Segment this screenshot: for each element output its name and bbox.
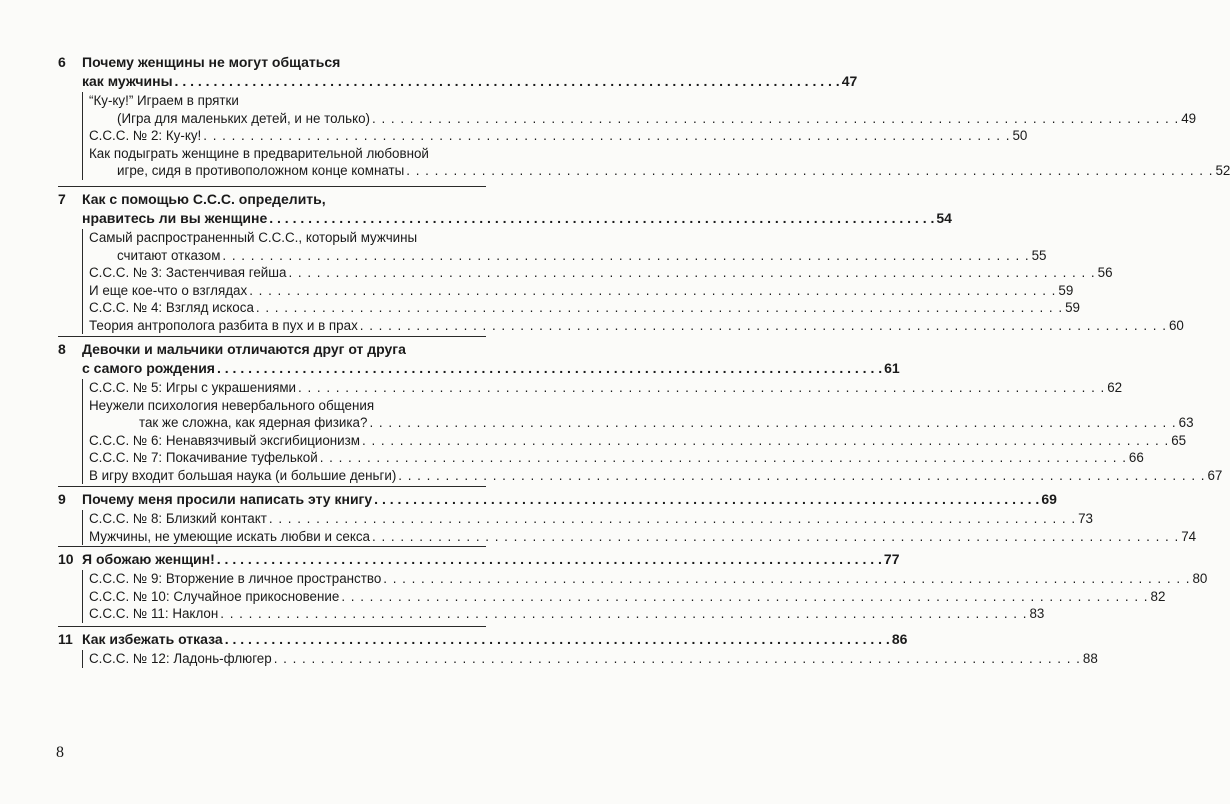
chapter-title-line: Почему женщины не могут общаться	[82, 54, 341, 70]
chapter-heading	[58, 490, 1057, 509]
chapter-page: 77	[883, 551, 900, 567]
entry-text: С.С.С. № 7: Покачивание туфелькой	[89, 450, 318, 465]
chapter-title-line: с самого рождения	[82, 360, 215, 376]
toc-entry	[89, 510, 1093, 528]
toc-entry	[89, 588, 1166, 606]
toc-entry	[89, 282, 1074, 300]
chapter-10	[58, 546, 1208, 623]
entry-text: С.С.С. № 3: Застенчивая гейша	[89, 265, 287, 280]
toc-entries	[82, 92, 1230, 180]
chapter-heading	[58, 340, 900, 378]
toc-entries	[82, 510, 1197, 545]
toc-entry	[89, 650, 1098, 668]
entry-page: 59	[1065, 300, 1080, 315]
toc-entry	[89, 397, 1194, 432]
chapter-title-line: Как избежать отказа	[82, 631, 223, 647]
toc-entry	[89, 570, 1208, 588]
entry-text: Как подыграть женщине в предварительной любовной	[89, 145, 429, 161]
toc-entry	[89, 127, 1028, 145]
entry-page: 62	[1107, 380, 1123, 395]
chapter-title-line: как мужчины	[82, 73, 173, 89]
entry-text: В игру входит большая наука (и большие деньги)	[89, 467, 397, 483]
chapter-title-line: Я обожаю женщин!	[82, 551, 215, 567]
entry-text: И еще кое-что о взглядах	[89, 282, 248, 298]
chapter-9	[58, 486, 1197, 545]
chapter-7	[58, 186, 1184, 334]
chapter-heading	[58, 550, 900, 569]
chapter-page: 61	[884, 360, 900, 376]
chapter-number: 10	[58, 551, 74, 567]
entry-text: С.С.С. № 4: Взгляд искоса	[89, 300, 254, 315]
entry-text: Мужчины, не умеющие искать любви и секса	[89, 528, 370, 544]
chapter-title-line: Как с помощью С.С.С. определить,	[82, 191, 326, 207]
toc-entries	[82, 570, 1208, 623]
entry-page: 88	[1082, 651, 1098, 666]
chapter-heading	[58, 53, 858, 91]
chapter-6	[58, 53, 1230, 180]
chapter-8	[58, 336, 1223, 484]
chapter-number: 8	[58, 341, 66, 357]
entry-text: С.С.С. № 12: Ладонь-флюгер	[89, 651, 272, 666]
chapter-title-line: нравитесь ли вы женщине	[82, 210, 268, 226]
entry-text: игре, сидя в противоположном конце комнаты	[117, 163, 405, 178]
entry-page: 63	[1178, 415, 1194, 430]
entry-text: считают отказом	[117, 247, 221, 263]
chapter-number: 11	[58, 631, 73, 647]
entry-text: Теория антрополога разбита в пух и в прах	[89, 317, 358, 333]
toc-entry	[89, 449, 1144, 467]
toc-entries	[82, 229, 1184, 334]
entry-page: 50	[1012, 128, 1028, 143]
entry-page: 65	[1171, 432, 1187, 448]
toc-entry	[89, 317, 1184, 335]
chapter-heading	[58, 190, 952, 228]
chapter-number: 6	[58, 54, 66, 70]
entry-text: С.С.С. № 5: Игры с украшениями	[89, 380, 297, 395]
entry-page: 55	[1031, 247, 1047, 263]
entry-page: 73	[1078, 511, 1093, 526]
entry-page: 59	[1058, 282, 1074, 298]
toc-entries	[82, 379, 1223, 484]
entry-page: 67	[1207, 467, 1223, 483]
entry-page: 82	[1150, 588, 1166, 604]
toc-entry	[89, 145, 1230, 180]
entry-text: С.С.С. № 10: Случайное прикосновение	[89, 588, 340, 604]
entry-page: 74	[1181, 528, 1197, 544]
entry-text: так же сложна, как ядерная физика?	[139, 415, 368, 430]
chapter-title-line: Девочки и мальчики отличаются друг от друга	[82, 341, 406, 357]
toc-entry	[89, 92, 1197, 127]
entry-page: 52	[1215, 163, 1230, 178]
entry-page: 66	[1128, 450, 1144, 465]
toc-entries	[82, 650, 1098, 668]
toc-entry	[89, 605, 1045, 623]
chapter-page: 54	[936, 210, 952, 226]
chapter-page: 47	[841, 73, 858, 89]
entry-text: С.С.С. № 8: Близкий контакт	[89, 511, 267, 526]
entry-text: “Ку-ку!” Играем в прятки	[89, 93, 239, 108]
entry-page: 56	[1097, 265, 1113, 280]
entry-text: С.С.С. № 11: Наклон	[89, 606, 219, 621]
entry-text: Самый распространенный С.С.С., который мужчины	[89, 230, 418, 245]
toc-entry	[89, 229, 1047, 264]
entry-text: Неужели психология невербального общения	[89, 397, 375, 413]
toc-entry	[89, 299, 1080, 317]
entry-page: 80	[1192, 571, 1208, 586]
entry-page: 60	[1168, 317, 1184, 333]
toc-entry	[89, 379, 1123, 397]
chapter-page: 69	[1041, 491, 1057, 507]
entry-text: С.С.С. № 9: Вторжение в личное пространство	[89, 571, 382, 586]
chapter-heading	[58, 630, 908, 649]
chapter-11	[58, 626, 1098, 668]
entry-text: С.С.С. № 6: Ненавязчивый эксгибиционизм	[89, 432, 360, 448]
toc-entry	[89, 528, 1197, 546]
chapter-page: 86	[891, 631, 908, 647]
chapter-number: 7	[58, 191, 66, 207]
entry-text: (Игра для маленьких детей, и не только)	[117, 110, 370, 126]
chapter-title-line: Почему меня просили написать эту книгу	[82, 491, 373, 507]
chapter-number: 9	[58, 491, 66, 507]
page-number: 8	[56, 744, 64, 761]
entry-page: 83	[1029, 606, 1045, 621]
entry-page: 49	[1181, 110, 1197, 126]
toc-entry	[89, 432, 1187, 450]
toc-entry	[89, 467, 1223, 485]
entry-text: С.С.С. № 2: Ку-ку!	[89, 128, 202, 143]
toc-entry	[89, 264, 1113, 282]
